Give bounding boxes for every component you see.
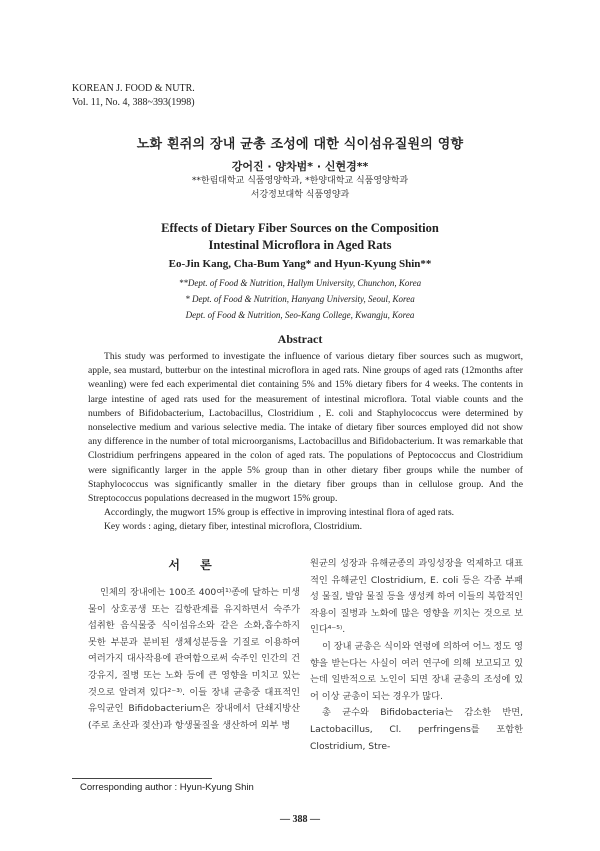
korean-affiliation-1: **한림대학교 식품영양학과, *한양대학교 식품영양학과 xyxy=(191,176,409,186)
english-title xyxy=(0,220,600,254)
body-column-right xyxy=(310,556,523,755)
english-title-line-1: Effects of Dietary Fiber Sources on the Composition xyxy=(161,221,439,235)
intro-paragraph-1-continued: 원균의 성장과 유해균종의 과잉성장을 억제하고 대표적인 유해균인 Clostridium, E. coli 등은 각종 부패성 물질, 발암 물질 등을 생성케 하여 이들의 복합적인 작용이 질병과 노화에 많은 영향을 끼치는 것으로 보인다⁴⁻⁵⁾. xyxy=(310,558,523,636)
abstract-keywords: Key words : aging, dietary fiber, intestinal microflora, Clostridium. xyxy=(104,521,363,533)
korean-affiliation-2: 서강정보대학 식품영양과 xyxy=(250,190,350,200)
english-title-line-2: Intestinal Microflora in Aged Rats xyxy=(208,238,392,252)
abstract-paragraph-1: This study was performed to investigate the influence of various dietary fiber sources such as mugwort, apple, sea mustard, butterbur on the intestinal microflora in aged rats. Nine groups of aged rats (12months after weanling) were fed each experimental diet containing 5% and 15% dietary fibers for 4 weeks. The contents in large intestine of aged rats used for the measurement of intestinal microflora. Total viable counts and the numbers of Bifidobacterium, Lactobacillus, Clostridium , E. coli and Staphylococcus were determined by nonselective medium and various selective media. The intake of dietary fiber sources employed did not show any difference in the number of total microorganisms, Lactobacillus and Bifidobacterium. It was remarkable that Clostridium perfringens appeared in the colon of aged rats. The populations of Peptococcus and Clostridium were significantly larger in the apple 5% group than in other dietary fiber groups while the number of Staphylococcus was significantly smaller in the dietary fiber groups than in cellulose group. And the Streptococcus populations decreased in the mugwort 15% group. xyxy=(88,351,523,505)
abstract-body xyxy=(88,350,523,535)
footnote-divider xyxy=(72,778,212,779)
english-affiliations xyxy=(0,275,600,323)
intro-paragraph-2: 이 장내 균총은 식이와 연령에 의하여 어느 정도 영향을 받는다는 사실이 여러 연구에 의해 보고되고 있는데 일반적으로 노인이 되면 장내 균총의 조성에 있어 이상 균총이 되는 경우가 많다. xyxy=(310,640,523,702)
korean-title: 노화 흰쥐의 장내 균총 조성에 대한 식이섬유질원의 영향 xyxy=(136,137,464,152)
english-affiliation-3: Dept. of Food & Nutrition, Seo-Kang College, Kwangju, Korea xyxy=(185,310,415,320)
journal-header xyxy=(72,82,195,110)
intro-paragraph-3: 총 균수와 Bifidobacteria는 감소한 반면, Lactobacillus, Cl. perfringens를 포함한 Clostridium, Stre- xyxy=(310,707,523,752)
section-heading-introduction: 서 론 xyxy=(168,558,220,572)
english-affiliation-1: **Dept. of Food & Nutrition, Hallym University, Chunchon, Korea xyxy=(178,278,422,288)
intro-paragraph-1: 인체의 장내에는 100조 400여¹⁾종에 달하는 미생물이 상호공생 또는 길항관계를 유지하면서 숙주가 섭취한 음식물중 식이섬유소와 같은 소화,흡수하지 못한 부분과 분비된 생체성분등을 기질로 이용하여 여러가지 대사작용에 관여함으로써 숙주인 인간의 건강유지, 질병 또는 노화 등에 큰 영향을 미치고 있는 것으로 알려져 있다²⁻³⁾. 이들 장내 균총중 대표적인 유익균인 Bifidobacterium은 장내에서 단쇄지방산 (주로 초산과 젖산)과 항생물질을 생산하여 외부 병 xyxy=(88,587,300,731)
english-authors: Eo-Jin Kang, Cha-Bum Yang* and Hyun-Kyung Shin** xyxy=(168,258,432,270)
journal-name: KOREAN J. FOOD & NUTR. xyxy=(72,83,195,94)
corresponding-author-note: Corresponding author : Hyun-Kyung Shin xyxy=(80,782,254,793)
page-number: — 388 — xyxy=(280,814,320,825)
korean-affiliations xyxy=(0,174,600,202)
abstract-heading: Abstract xyxy=(277,332,323,346)
english-affiliation-2: * Dept. of Food & Nutrition, Hanyang University, Seoul, Korea xyxy=(185,294,415,304)
body-column-left xyxy=(88,585,300,734)
korean-authors: 강어진 · 양차범* · 신현경** xyxy=(231,160,369,173)
journal-volume: Vol. 11, No. 4, 388~393(1998) xyxy=(72,97,195,108)
abstract-paragraph-2: Accordingly, the mugwort 15% group is effective in improving intestinal flora of aged rats. xyxy=(104,507,455,519)
